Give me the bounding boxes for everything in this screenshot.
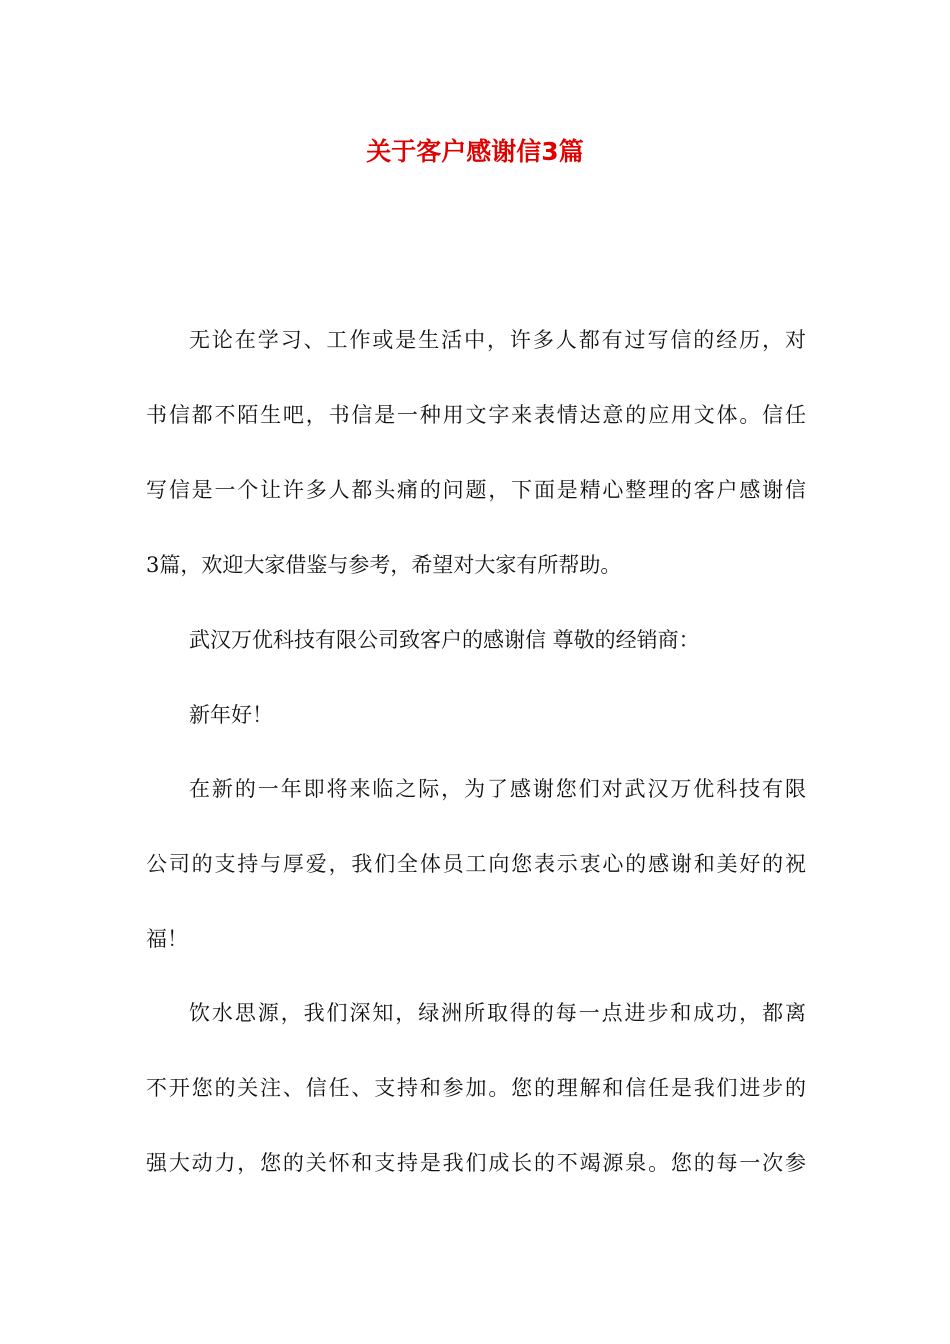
paragraph-line: 在新的一年即将来临之际，为了感谢您们对武汉万优科技有限 [189, 777, 806, 801]
paragraph-line: 新年好！ [189, 703, 273, 727]
paragraph-line: 写信是一个让许多人都头痛的问题，下面是精心整理的客户感谢信 [146, 478, 806, 502]
paragraph-line: 武汉万优科技有限公司致客户的感谢信 尊敬的经销商： [189, 628, 700, 652]
paragraph-line: 饮水思源，我们深知，绿洲所取得的每一点进步和成功，都离 [189, 1001, 806, 1025]
paragraph-line: 3篇，欢迎大家借鉴与参考，希望对大家有所帮助。 [146, 553, 622, 577]
paragraph-line: 不开您的关注、信任、支持和参加。您的理解和信任是我们进步的 [146, 1076, 806, 1100]
paragraph-line: 强大动力，您的关怀和支持是我们成长的不竭源泉。您的每一次参 [146, 1151, 806, 1175]
paragraph-line: 书信都不陌生吧，书信是一种用文字来表情达意的应用文体。信任 [146, 403, 806, 427]
paragraph-line: 无论在学习、工作或是生活中，许多人都有过写信的经历，对 [189, 328, 806, 352]
paragraph-line: 福！ [146, 927, 188, 951]
paragraph-line: 公司的支持与厚爱，我们全体员工向您表示衷心的感谢和美好的祝 [146, 852, 806, 876]
document-title: 关于客户感谢信3篇 [366, 137, 584, 166]
